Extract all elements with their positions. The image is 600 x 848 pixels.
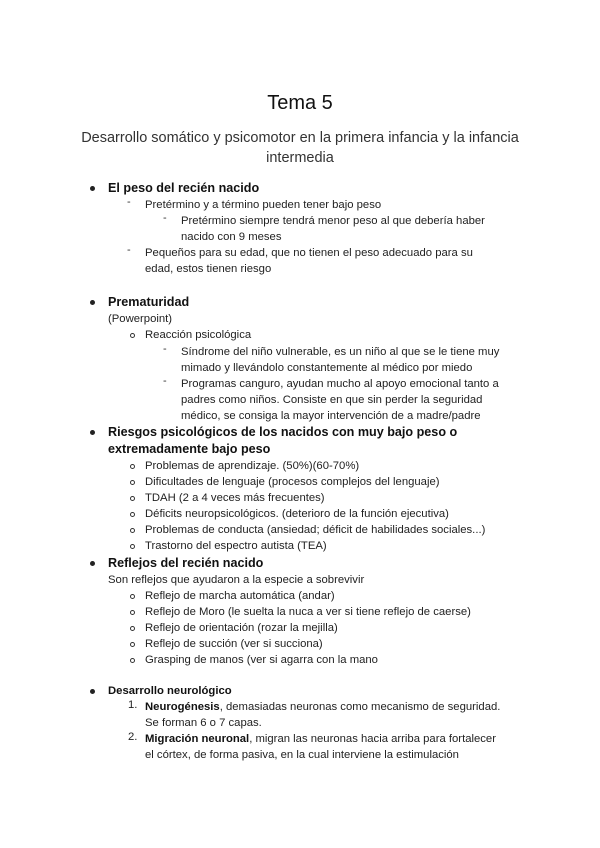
section-note: (Powerpoint) bbox=[108, 313, 173, 325]
list-item: Pretérmino y a término pueden tener bajo peso bbox=[145, 199, 382, 211]
list-item-continuation: edad, estos tienen riesgo bbox=[145, 263, 272, 275]
list-item bbox=[145, 731, 496, 747]
section-intro: Son reflejos que ayudaron a la especie a sobrevivir bbox=[108, 574, 365, 586]
bullet-circle-icon bbox=[130, 610, 135, 615]
list-item: Dificultades de lenguaje (procesos complejos del lenguaje) bbox=[145, 476, 440, 488]
list-item: Reflejo de Moro (le suelta la nuca a ver si tiene reflejo de caerse) bbox=[145, 606, 471, 618]
bullet-dot-icon bbox=[90, 186, 95, 191]
section-heading-peso: El peso del recién nacido bbox=[108, 181, 260, 195]
bullet-dot-icon bbox=[90, 430, 95, 435]
list-item: Grasping de manos (ver si agarra con la mano bbox=[145, 654, 378, 666]
list-item-continuation: nacido con 9 meses bbox=[181, 231, 282, 243]
term-migracion-neuronal: Migración neuronal bbox=[145, 733, 250, 745]
list-item: Reflejo de succión (ver si succiona) bbox=[145, 638, 323, 650]
list-item: Trastorno del espectro autista (TEA) bbox=[145, 540, 327, 552]
list-item: Pequeños para su edad, que no tienen el peso adecuado para su bbox=[145, 247, 473, 259]
bullet-dot-icon bbox=[90, 300, 95, 305]
list-item-continuation: médico, se consiga la mayor intervención de a madre/padre bbox=[181, 410, 481, 422]
list-item-text: , demasiadas neuronas como mecanismo de seguridad. bbox=[219, 701, 501, 713]
dash-icon: - bbox=[163, 212, 167, 224]
list-item-continuation: Se forman 6 o 7 capas. bbox=[145, 717, 262, 729]
list-item: Programas canguro, ayudan mucho al apoyo emocional tanto a bbox=[181, 378, 499, 390]
list-item: Reflejo de marcha automática (andar) bbox=[145, 590, 335, 602]
list-item: Reacción psicológica bbox=[145, 329, 252, 341]
list-item bbox=[145, 699, 500, 715]
bullet-circle-icon bbox=[130, 512, 135, 517]
section-heading-riesgos-continuation: extremadamente bajo peso bbox=[108, 442, 271, 456]
list-item-continuation: mimado y llevándolo constantemente al médico por miedo bbox=[181, 362, 473, 374]
bullet-circle-icon bbox=[130, 528, 135, 533]
term-neurogenesis: Neurogénesis bbox=[145, 701, 220, 713]
page-subtitle: Desarrollo somático y psicomotor en la primera infancia y la infancia intermedia bbox=[81, 130, 519, 166]
dash-icon: - bbox=[127, 244, 131, 256]
bullet-circle-icon bbox=[130, 333, 135, 338]
bullet-circle-icon bbox=[130, 480, 135, 485]
section-heading-prematuridad: Prematuridad bbox=[108, 295, 190, 309]
list-item: TDAH (2 a 4 veces más frecuentes) bbox=[145, 492, 325, 504]
page-title: Tema 5 bbox=[267, 92, 333, 114]
dash-icon: - bbox=[163, 375, 167, 387]
list-item-continuation: padres como niños. Consiste en que sin perder la seguridad bbox=[181, 394, 483, 406]
bullet-circle-icon bbox=[130, 594, 135, 599]
section-heading-reflejos: Reflejos del recién nacido bbox=[108, 556, 264, 570]
list-item: Reflejo de orientación (rozar la mejilla) bbox=[145, 622, 338, 634]
dash-icon: - bbox=[163, 343, 167, 355]
list-number: 1. bbox=[128, 699, 138, 711]
bullet-circle-icon bbox=[130, 464, 135, 469]
list-item: Problemas de aprendizaje. (50%)(60-70%) bbox=[145, 460, 360, 472]
section-heading-riesgos: Riesgos psicológicos de los nacidos con muy bajo peso o bbox=[108, 425, 458, 439]
list-item-continuation: el córtex, de forma pasiva, en la cual interviene la estimulación bbox=[145, 749, 459, 761]
list-item-text: , migran las neuronas hacia arriba para fortalecer bbox=[249, 733, 496, 745]
bullet-circle-icon bbox=[130, 642, 135, 647]
dash-icon: - bbox=[127, 196, 131, 208]
bullet-circle-icon bbox=[130, 658, 135, 663]
list-item: Pretérmino siempre tendrá menor peso al que debería haber bbox=[181, 215, 485, 227]
section-heading-neurologico: Desarrollo neurológico bbox=[108, 685, 232, 697]
list-number: 2. bbox=[128, 731, 138, 743]
bullet-dot-icon bbox=[90, 561, 95, 566]
bullet-circle-icon bbox=[130, 626, 135, 631]
list-item: Déficits neuropsicológicos. (deterioro de la función ejecutiva) bbox=[145, 508, 449, 520]
bullet-circle-icon bbox=[130, 496, 135, 501]
list-item: Síndrome del niño vulnerable, es un niño al que se le tiene muy bbox=[181, 346, 500, 358]
list-item: Problemas de conducta (ansiedad; déficit de habilidades sociales...) bbox=[145, 524, 486, 536]
bullet-dot-icon bbox=[90, 689, 95, 694]
bullet-circle-icon bbox=[130, 544, 135, 549]
